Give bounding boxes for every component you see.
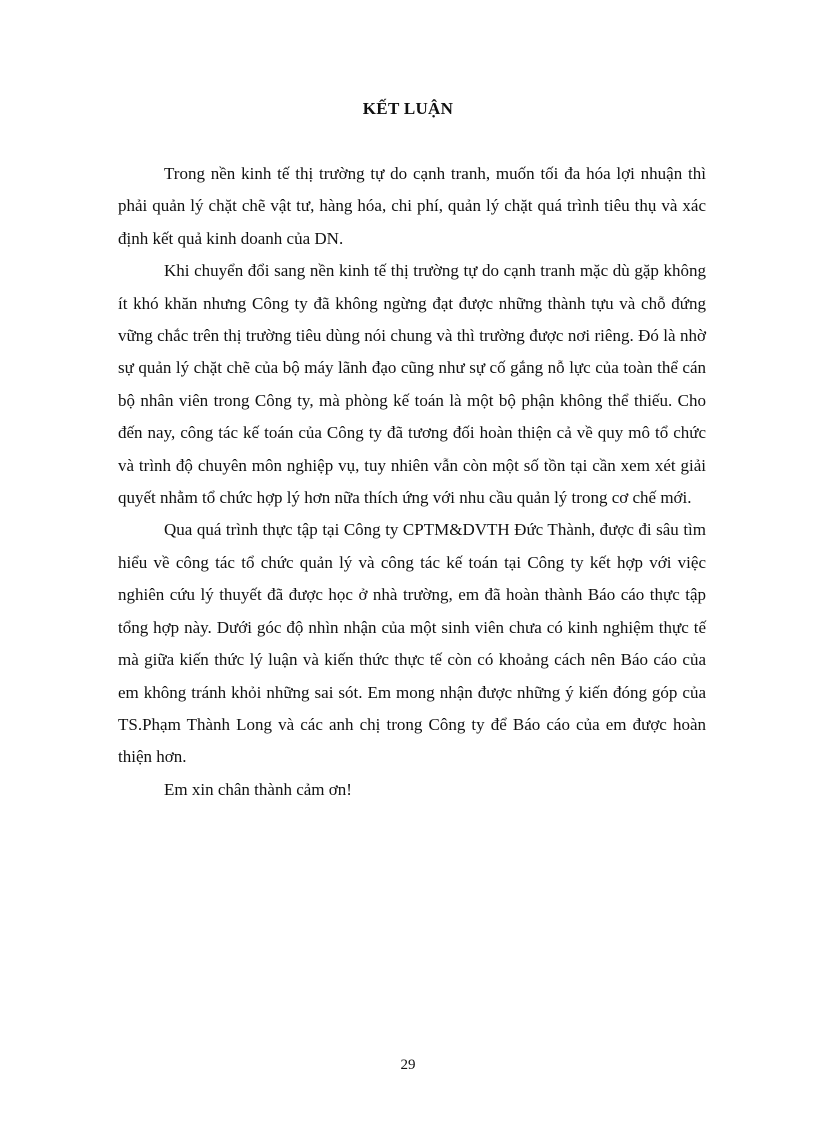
paragraph-internship: Qua quá trình thực tập tại Công ty CPTM&DVTH Đức Thành, được đi sâu tìm hiểu về công tác tổ chức quản lý và công tác kế toán tại Công ty kết hợp với việc nghiên cứu lý thuyết đã được học ở nhà trường, em đã hoàn thành Báo cáo thực tập tổng hợp này. Dưới góc độ nhìn nhận của một sinh viên chưa có kinh nghiệm thực tế mà giữa kiến thức lý luận và kiến thức thực tế còn có khoảng cách nên Báo cáo của em không tránh khỏi những sai sót. Em mong nhận được những ý kiến đóng góp của TS.Phạm Thành Long và các anh chị trong Công ty để Báo cáo của em được hoàn thiện hơn. (118, 520, 706, 767)
paragraph-company-achievements: Khi chuyển đổi sang nền kinh tế thị trường tự do cạnh tranh mặc dù gặp không ít khó khăn nhưng Công ty đã không ngừng đạt được những thành tựu và chỗ đứng vững chắc trên thị trường tiêu dùng nói chung và thì trường được nơi riêng. Đó là nhờ sự quản lý chặt chẽ của bộ máy lãnh đạo cũng như sự cố gắng nỗ lực của toàn thể cán bộ nhân viên trong Công ty, mà phòng kế toán là một bộ phận không thể thiếu. Cho đến nay, công tác kế toán của Công ty đã tương đối hoàn thiện cả về quy mô tổ chức và trình độ chuyên môn nghiệp vụ, tuy nhiên vẫn còn một số tồn tại cần xem xét giải quyết nhằm tổ chức hợp lý hơn nữa thích ứng với nhu cầu quản lý trong cơ chế mới. (118, 261, 706, 508)
document-body (118, 158, 706, 806)
paragraph-thanks: Em xin chân thành cảm ơn! (164, 779, 352, 799)
paragraph-intro: Trong nền kinh tế thị trường tự do cạnh tranh, muốn tối đa hóa lợi nhuận thì phải quản lý chặt chẽ vật tư, hàng hóa, chi phí, quản lý chặt quá trình tiêu thụ và xác định kết quả kinh doanh của DN. (118, 164, 706, 248)
page-title: KẾT LUẬN (362, 99, 454, 118)
page-number: 29 (400, 1057, 416, 1073)
